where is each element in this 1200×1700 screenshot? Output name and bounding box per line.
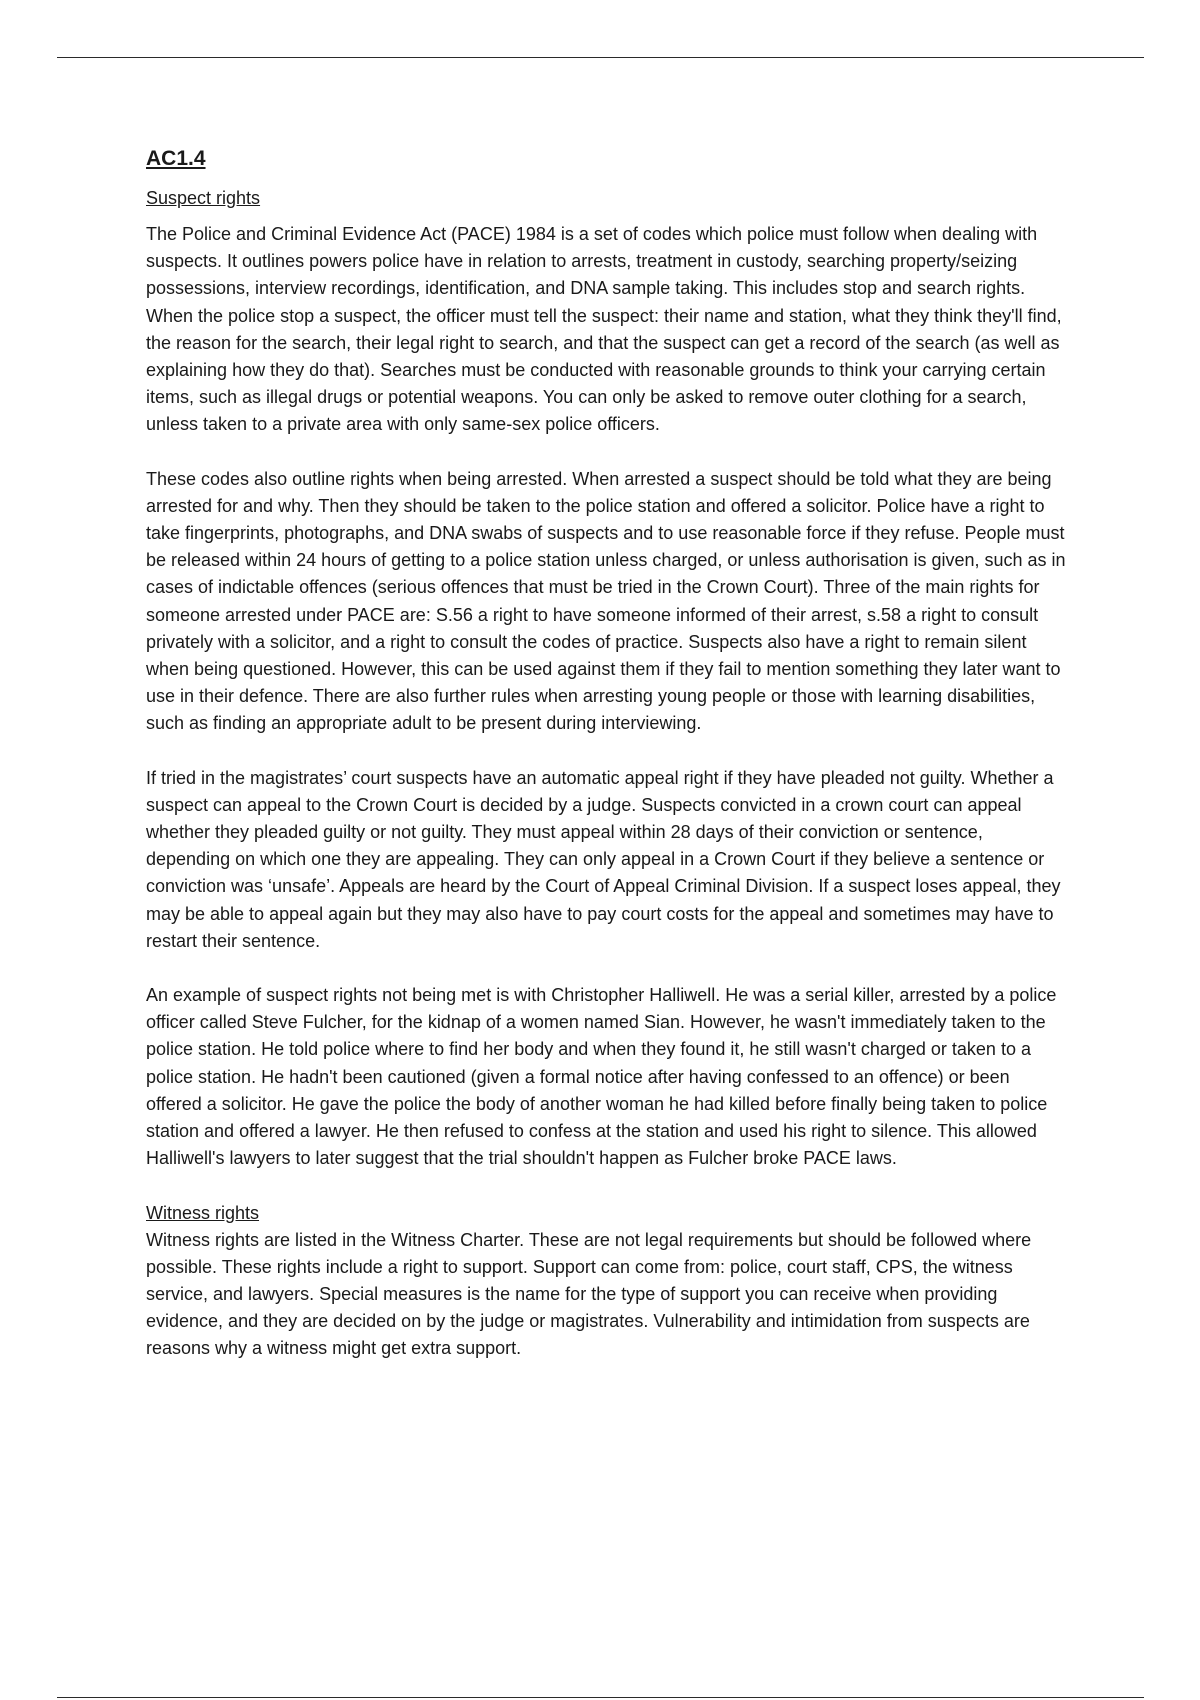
paragraph-pace-overview: The Police and Criminal Evidence Act (PACE) 1984 is a set of codes which police must follow when dealing with suspects. It outlines powers police have in relation to arrests, treatment in custody, searching property/seizing possessions, interview recordings, identification, and DNA sample taking. This includes stop and search rights. When the police stop a suspect, the officer must tell the suspect: their name and station, what they think they'll find, the reason for the search, their legal right to search, and that the suspect can get a record of the search (as well as explaining how they do that). Searches must be conducted with reasonable grounds to think your carrying certain items, such as illegal drugs or potential weapons. You can only be asked to remove outer clothing for a search, unless taken to a private area with only same-sex police officers. bbox=[146, 224, 1062, 435]
paragraph-witness-charter: Witness rights are listed in the Witness Charter. These are not legal requirements but should be followed where possible. These rights include a right to support. Support can come from: police, court staff, CPS, the witness service, and lawyers. Special measures is the name for the type of support you can receive when providing evidence, and they are decided on by the judge or magistrates. Vulnerability and intimidation from suspects are reasons why a witness might get extra support. bbox=[146, 1229, 1032, 1359]
document-body bbox=[146, 145, 1066, 1363]
paragraph-halliwell-example: An example of suspect rights not being met is with Christopher Halliwell. He was a serial killer, arrested by a police officer called Steve Fulcher, for the kidnap of a women named Sian. However, he wasn't immediately taken to the police station. He told police where to find her body and when they found it, he still wasn't charged or taken to a police station. He hadn't been cautioned (given a formal notice after having confessed to an offence) or been offered a solicitor. He gave the police the body of another woman he had killed before finally being taken to police station and offered a lawyer. He then refused to confess at the station and used his right to silence. This allowed Halliwell's lawyers to later suggest that the trial shouldn't happen as Fulcher broke PACE laws. bbox=[146, 985, 1057, 1169]
document-title: AC1.4 bbox=[146, 147, 206, 170]
header-rule bbox=[57, 57, 1144, 58]
section-heading-witness-rights: Witness rights bbox=[146, 1202, 260, 1223]
section-heading-suspect-rights: Suspect rights bbox=[146, 188, 261, 208]
paragraph-arrest-rights: These codes also outline rights when being arrested. When arrested a suspect should be told what they are being arrested for and why. Then they should be taken to the police station and offered a solicitor. Police have a right to take fingerprints, photographs, and DNA swabs of suspects and to use reasonable force if they refuse. People must be released within 24 hours of getting to a police station unless charged, or unless authorisation is given, such as in cases of indictable offences (serious offences that must be tried in the Crown Court). Three of the main rights for someone arrested under PACE are: S.56 a right to have someone informed of their arrest, s.58 a right to consult privately with a solicitor, and a right to consult the codes of practice. Suspects also have a right to remain silent when being questioned. However, this can be used against them if they fail to mention something they later want to use in their defence. There are also further rules when arresting young people or those with learning disabilities, such as finding an appropriate adult to be present during interviewing. bbox=[146, 468, 1066, 734]
paragraph-appeal-rights: If tried in the magistrates’ court suspects have an automatic appeal right if they have pleaded not guilty. Whether a suspect can appeal to the Crown Court is decided by a judge. Suspects convicted in a crown court can appeal whether they pleaded guilty or not guilty. They must appeal within 28 days of their conviction or sentence, depending on which one they are appealing. They can only appeal in a Crown Court if they believe a sentence or conviction was ‘unsafe’. Appeals are heard by the Court of Appeal Criminal Division. If a suspect loses appeal, they may be able to appeal again but they may also have to pay court costs for the appeal and sometimes may have to restart their sentence. bbox=[146, 767, 1061, 951]
footer-rule bbox=[57, 1697, 1144, 1698]
